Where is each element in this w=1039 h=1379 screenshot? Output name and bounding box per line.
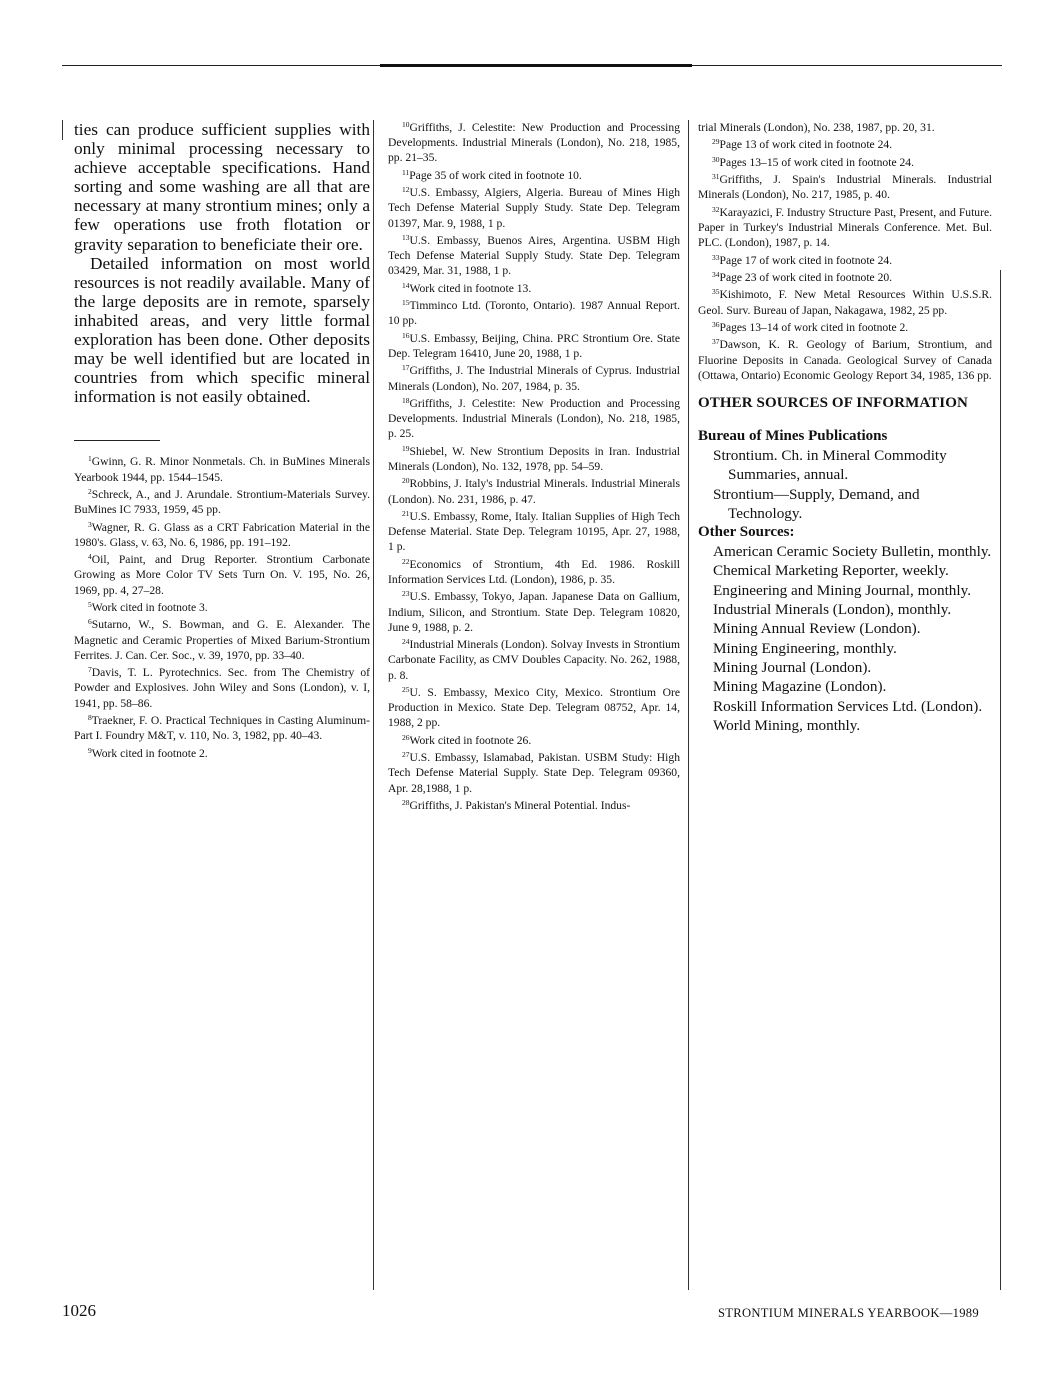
footnote — [388, 750, 680, 796]
footnote — [698, 337, 992, 383]
footnote — [74, 454, 370, 484]
footnote-number: 30 — [712, 154, 720, 164]
footnote-number: 24 — [402, 637, 410, 647]
footnote-text: Work cited in footnote 13. — [409, 281, 532, 295]
footnote — [388, 733, 680, 748]
footnote-text: Karayazici, F. Industry Structure Past, Present, and Future. Paper in Turkey's Industrial Minerals Conference. Met. Bul. PLC. (London), 1987, p. 14. — [698, 205, 992, 250]
footnote-number: 27 — [402, 750, 410, 760]
footnote-number: 32 — [712, 204, 720, 214]
footnote-number: 19 — [402, 443, 410, 453]
footnote-number: 35 — [712, 287, 720, 297]
footnote-text: U. S. Embassy, Mexico City, Mexico. Strontium Ore Production in Mexico. State Dep. Telegram 08752, Apr. 14, 1988, 2 pp. — [388, 685, 680, 730]
bureau-publications-list — [698, 446, 992, 523]
source-item: American Ceramic Society Bulletin, monthly. — [713, 543, 992, 561]
footnote — [388, 120, 680, 166]
footnote-number: 34 — [712, 269, 720, 279]
source-item: Strontium. Ch. in Mineral Commodity Summaries, annual. — [713, 446, 947, 484]
source-item: Mining Magazine (London). — [713, 678, 887, 696]
footnote-number: 29 — [712, 137, 720, 147]
footnote — [388, 298, 680, 328]
footnote-number: 31 — [712, 172, 720, 182]
footnote-number: 26 — [402, 732, 410, 742]
footnote-list — [698, 137, 992, 383]
footnote — [698, 137, 992, 152]
footnote-number: 16 — [402, 330, 410, 340]
footnote — [74, 552, 370, 598]
footnote-number: 20 — [402, 476, 410, 486]
footnote-number: 4 — [88, 552, 92, 562]
footnote-number: 8 — [88, 712, 92, 722]
footnote — [74, 746, 370, 761]
footnote — [388, 281, 680, 296]
footnote-number: 10 — [402, 120, 410, 129]
footnote — [388, 685, 680, 731]
source-item: Engineering and Mining Journal, monthly. — [713, 581, 972, 599]
footnote-number: 13 — [402, 232, 410, 242]
source-item: Industrial Minerals (London), monthly. — [713, 601, 952, 619]
footnote-text: Griffiths, J. Celestite: New Production and Processing Developments. Industrial Minerals (London), No. 218, 1985, pp. 21–35. — [388, 121, 680, 165]
footnote — [388, 798, 680, 813]
footnote-number: 7 — [88, 665, 92, 675]
footnote — [388, 185, 680, 231]
footnote-text: Page 17 of work cited in footnote 24. — [719, 253, 893, 267]
section-heading: OTHER SOURCES OF INFORMATION — [698, 394, 968, 411]
footnote-text: Kishimoto, F. New Metal Resources Within U.S.S.R. Geol. Surv. Bureau of Japan, Nakagawa, 1982, 25 pp. — [698, 288, 992, 317]
footnote-text: Pages 13–14 of work cited in footnote 2. — [719, 320, 909, 334]
footnote-text: Timminco Ltd. (Toronto, Ontario). 1987 Annual Report. 10 pp. — [388, 299, 680, 328]
footnote-number: 14 — [402, 280, 410, 290]
source-item: Roskill Information Services Ltd. (London). — [713, 697, 983, 715]
footnote-number: 1 — [88, 454, 92, 464]
footnote-text: Griffiths, J. Pakistan's Mineral Potential. Indus- — [409, 798, 631, 812]
footnote-text: Schreck, A., and J. Arundale. Strontium-Materials Survey. BuMines IC 7933, 1959, 45 pp. — [74, 488, 370, 517]
source-item: World Mining, monthly. — [713, 716, 861, 734]
footnote-text: U.S. Embassy, Rome, Italy. Italian Supplies of High Tech Defense Material. State Dep. Telegram 10195, Apr. 27, 1988, 1 p. — [388, 509, 680, 554]
column-2 — [388, 120, 680, 815]
footnote-text: Economics of Strontium, 4th Ed. 1986. Roskill Information Services Ltd. (London), 1986, p. 35. — [388, 557, 680, 586]
footnote — [388, 168, 680, 183]
footnote-text: Pages 13–15 of work cited in footnote 24. — [719, 155, 914, 169]
footnote-number: 9 — [88, 745, 92, 755]
footnote-number: 12 — [402, 185, 410, 195]
footnote — [74, 665, 370, 711]
footnote-text: U.S. Embassy, Beijing, China. PRC Strontium Ore. State Dep. Telegram 16410, June 20, 1988, 1 p. — [388, 331, 680, 360]
body-paragraph: ties can produce sufficient supplies with only minimal processing necessary to achieve acceptable specifications. Hand sorting and some washing are all that are necessary at many strontium mines; only a few operations use froth flotation or gravity separation to beneficiate their ore. — [74, 120, 370, 254]
column-divider-left — [373, 120, 374, 1290]
footnote-text: Page 13 of work cited in footnote 24. — [719, 138, 893, 152]
footnote-number: 2 — [88, 487, 92, 496]
footnote-number: 5 — [88, 599, 92, 609]
footnote — [74, 520, 370, 550]
source-item: Mining Engineering, monthly. — [713, 639, 897, 657]
footnote — [698, 253, 992, 268]
footnote-text: Griffiths, J. Spain's Industrial Minerals. Industrial Minerals (London), No. 217, 1985, p. 40. — [698, 173, 992, 202]
footnote-number: 25 — [402, 684, 410, 694]
footnote-list — [74, 454, 370, 760]
footnote — [388, 331, 680, 361]
footnote-number: 36 — [712, 319, 720, 329]
footnote-number: 11 — [402, 167, 410, 177]
footnote — [388, 476, 680, 506]
footnote-text: U.S. Embassy, Tokyo, Japan. Japanese Data on Gallium, Indium, Silicon, and Strontium. State Dep. Telegram 10820, June 9, 1988, p. 2. — [388, 590, 680, 634]
footnote-text: Work cited in footnote 3. — [91, 600, 208, 614]
footnote-text: Industrial Minerals (London). Solvay Invests in Strontium Carbonate Facility, as CMV Doubles Capacity. No. 262, 1988, p. 8. — [388, 638, 680, 682]
body-paragraph: Detailed information on most world resources is not readily available. Many of the large deposits are in remote, sparsely inhabited areas, and very little formal exploration has been done. Other deposits may be well identified but are located in countries from which specific mineral information is not easily obtained. — [74, 253, 370, 407]
footnote — [74, 713, 370, 743]
footnote-text: Griffiths, J. Celestite: New Production and Processing Developments. Industrial Minerals (London), No. 218, 1985, p. 25. — [388, 396, 680, 441]
footnote — [388, 444, 680, 474]
footnote-list — [388, 120, 680, 813]
footnote-text: Work cited in footnote 2. — [91, 746, 208, 760]
footnote — [698, 287, 992, 317]
footnote-number: 21 — [402, 508, 410, 518]
column-divider-right — [688, 120, 689, 1290]
footnote-text: Griffiths, J. The Industrial Minerals of Cyprus. Industrial Minerals (London), No. 207, 1984, p. 35. — [388, 364, 680, 393]
footnote — [388, 363, 680, 393]
source-item: Chemical Marketing Reporter, weekly. — [713, 562, 949, 580]
running-title: STRONTIUM MINERALS YEARBOOK—1989 — [717, 1306, 979, 1320]
footnote-text: Traekner, F. O. Practical Techniques in Casting Aluminum-Part I. Foundry M&T, v. 110, No. 3, 1982, pp. 40–43. — [74, 713, 370, 743]
footnote-number: 18 — [402, 395, 410, 405]
column-1 — [74, 120, 370, 763]
footnote-continuation: trial Minerals (London), No. 238, 1987, pp. 20, 31. — [698, 121, 935, 134]
footnote — [698, 155, 992, 170]
footnote-number: 3 — [88, 519, 92, 529]
footnote-text: Work cited in footnote 26. — [409, 733, 532, 747]
source-item: Strontium—Supply, Demand, and Technology. — [713, 485, 920, 522]
footnote-text: Page 23 of work cited in footnote 20. — [719, 270, 893, 284]
column-3 — [698, 120, 992, 735]
footnote-text: Wagner, R. G. Glass as a CRT Fabrication Material in the 1980's. Glass, v. 63, No. 6, 1986, pp. 191–192. — [74, 520, 370, 549]
footnote — [698, 172, 992, 202]
footnote-number: 6 — [88, 617, 92, 627]
footnote — [74, 617, 370, 663]
footnote-number: 28 — [402, 797, 410, 807]
footnote-text: Robbins, J. Italy's Industrial Minerals. Industrial Minerals (London). No. 231, 1986, p. 47. — [388, 477, 680, 506]
footnote — [698, 270, 992, 285]
footnote — [74, 487, 370, 517]
other-sources-list — [698, 542, 992, 735]
subheading-other: Other Sources: — [698, 524, 795, 541]
footnote-text: U.S. Embassy, Algiers, Algeria. Bureau of Mines High Tech Defense Material Supply Study. State Dep. Telegram 01397, Mar. 9, 1988, 1 p. — [388, 186, 680, 230]
footnote — [388, 509, 680, 555]
footnote-text: Shiebel, W. New Strontium Deposits in Iran. Industrial Minerals (London), No. 132, 1978, pp. 54–59. — [388, 444, 680, 473]
footnote-text: Oil, Paint, and Drug Reporter. Strontium Carbonate Growing as More Color TV Sets Turn On. V. 195, No. 26, 1969, pp. 4, 27–28. — [74, 553, 370, 597]
footnote-text: Davis, T. L. Pyrotechnics. Sec. from The Chemistry of Powder and Explosives. John Wiley and Sons (London), v. I, 1941, pp. 58–86. — [74, 666, 370, 710]
footnote-text: U.S. Embassy, Islamabad, Pakistan. USBM Study: High Tech Defense Material Supply. State Dep. Telegram 09360, Apr. 28,1988, 1 p. — [388, 751, 680, 795]
footnote-rule — [74, 440, 160, 441]
footnote-text: Dawson, K. R. Geology of Barium, Strontium, and Fluorine Deposits in Canada. Geological Survey of Canada (Ottawa, Ontario) Economic Geology Report 34, 1985, 136 pp. — [698, 338, 992, 382]
footnote-number: 22 — [402, 556, 410, 566]
footnote — [74, 600, 370, 615]
footnote-number: 15 — [402, 298, 410, 308]
footnote — [698, 320, 992, 335]
footnote-number: 17 — [402, 363, 410, 373]
footnote-number: 23 — [402, 589, 410, 599]
source-item: Mining Journal (London). — [713, 658, 872, 676]
subheading-bureau: Bureau of Mines Publications — [698, 427, 888, 444]
column-edge-right — [1000, 270, 1001, 1290]
footnote-text: Sutarno, W., S. Bowman, and G. E. Alexander. The Magnetic and Ceramic Properties of Mixed Barium-Strontium Ferrites. J. Can. Cer. Soc., v. 39, 1970, pp. 33–40. — [74, 618, 370, 662]
footnote-number: 33 — [712, 252, 720, 262]
footnote — [388, 637, 680, 683]
footnote-text: U.S. Embassy, Buenos Aires, Argentina. USBM High Tech Defense Material Supply Study. State Dep. Telegram 03429, Mar. 31, 1988, 1 p. — [388, 233, 680, 278]
footnote — [388, 589, 680, 635]
top-rule-accent — [380, 64, 692, 67]
column-edge-left — [62, 120, 63, 140]
footnote — [388, 557, 680, 587]
footnote — [698, 205, 992, 251]
footnote-number: 37 — [712, 337, 720, 347]
footnote — [388, 233, 680, 279]
footnote-text: Gwinn, G. R. Minor Nonmetals. Ch. in BuMines Minerals Yearbook 1944, pp. 1544–1545. — [74, 455, 370, 484]
page-number: 1026 — [62, 1301, 96, 1320]
source-item: Mining Annual Review (London). — [713, 620, 921, 638]
footnote — [388, 396, 680, 442]
footnote-text: Page 35 of work cited in footnote 10. — [409, 168, 582, 182]
